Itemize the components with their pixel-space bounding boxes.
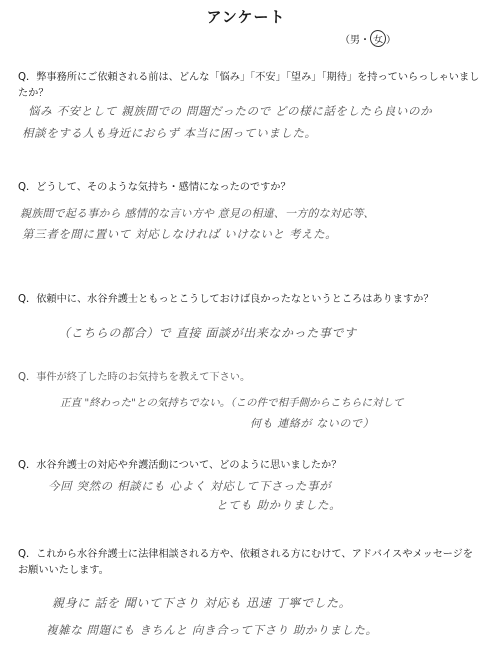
gender-suffix: ） (386, 35, 396, 46)
question-1: Q．弊事務所にご依頼される前は、どんな「悩み」「不安」「望み」「期待」を持っていらっしゃいましたか？ (18, 72, 480, 99)
gender-prefix: （男・ (340, 35, 370, 46)
question-4: Q．事件が終了した時のお気持ちを教えて下さい。 (18, 372, 251, 383)
answer-1-line-1: 悩み 不安として 親族間での 問題だったので どの様に話をしたら良いのか (28, 104, 433, 118)
answer-6-line-1: 親身に 話を 聞いて下さり 対応も 迅速 丁寧でした。 (52, 596, 352, 610)
answer-4-line-2: 何も 連絡が ないので） (250, 417, 375, 430)
answer-2-line-1: 親族間で起る事から 感情的な言い方や 意見の相違、一方的な対応等、 (20, 207, 375, 220)
answer-6-line-2: 複雑な 問題にも きちんと 向き合って下さり 助かりました。 (46, 623, 378, 637)
question-6: Q．これから水谷弁護士に法律相談される方や、依頼される方にむけて、アドバイスやメッセージをお願いいたします。 (18, 549, 473, 576)
answer-4-line-1: 正直 "終わった"との気持ちでない。（この件で相手側からこちらに対して (60, 397, 404, 409)
answer-1-line-2: 相談をする人も身近におらず 本当に困っていました。 (22, 126, 317, 140)
question-2: Q．どうして、そのような気持ち・感情になったのですか？ (18, 182, 291, 193)
answer-5-line-1: 今回 突然の 相談にも 心よく 対応して下さった事が (48, 479, 332, 493)
survey-title: アンケート (206, 8, 286, 26)
answer-5-line-2: とても 助かりました。 (216, 498, 342, 512)
gender-selection (340, 30, 396, 47)
answer-2-line-2: 第三者を間に置いて 対応しなければ いけないと 考えた。 (22, 227, 338, 241)
question-3: Q．依頼中に、水谷弁護士ともっとこうしておけば良かったなというところはありますか？ (18, 294, 434, 305)
question-5: Q．水谷弁護士の対応や弁護活動について、どのように思いましたか？ (18, 460, 342, 471)
answer-3-line-1: （こちらの都合）で 直接 面談が出来なかった事です (58, 326, 357, 340)
gender-selected-circled: 女 (369, 29, 388, 49)
